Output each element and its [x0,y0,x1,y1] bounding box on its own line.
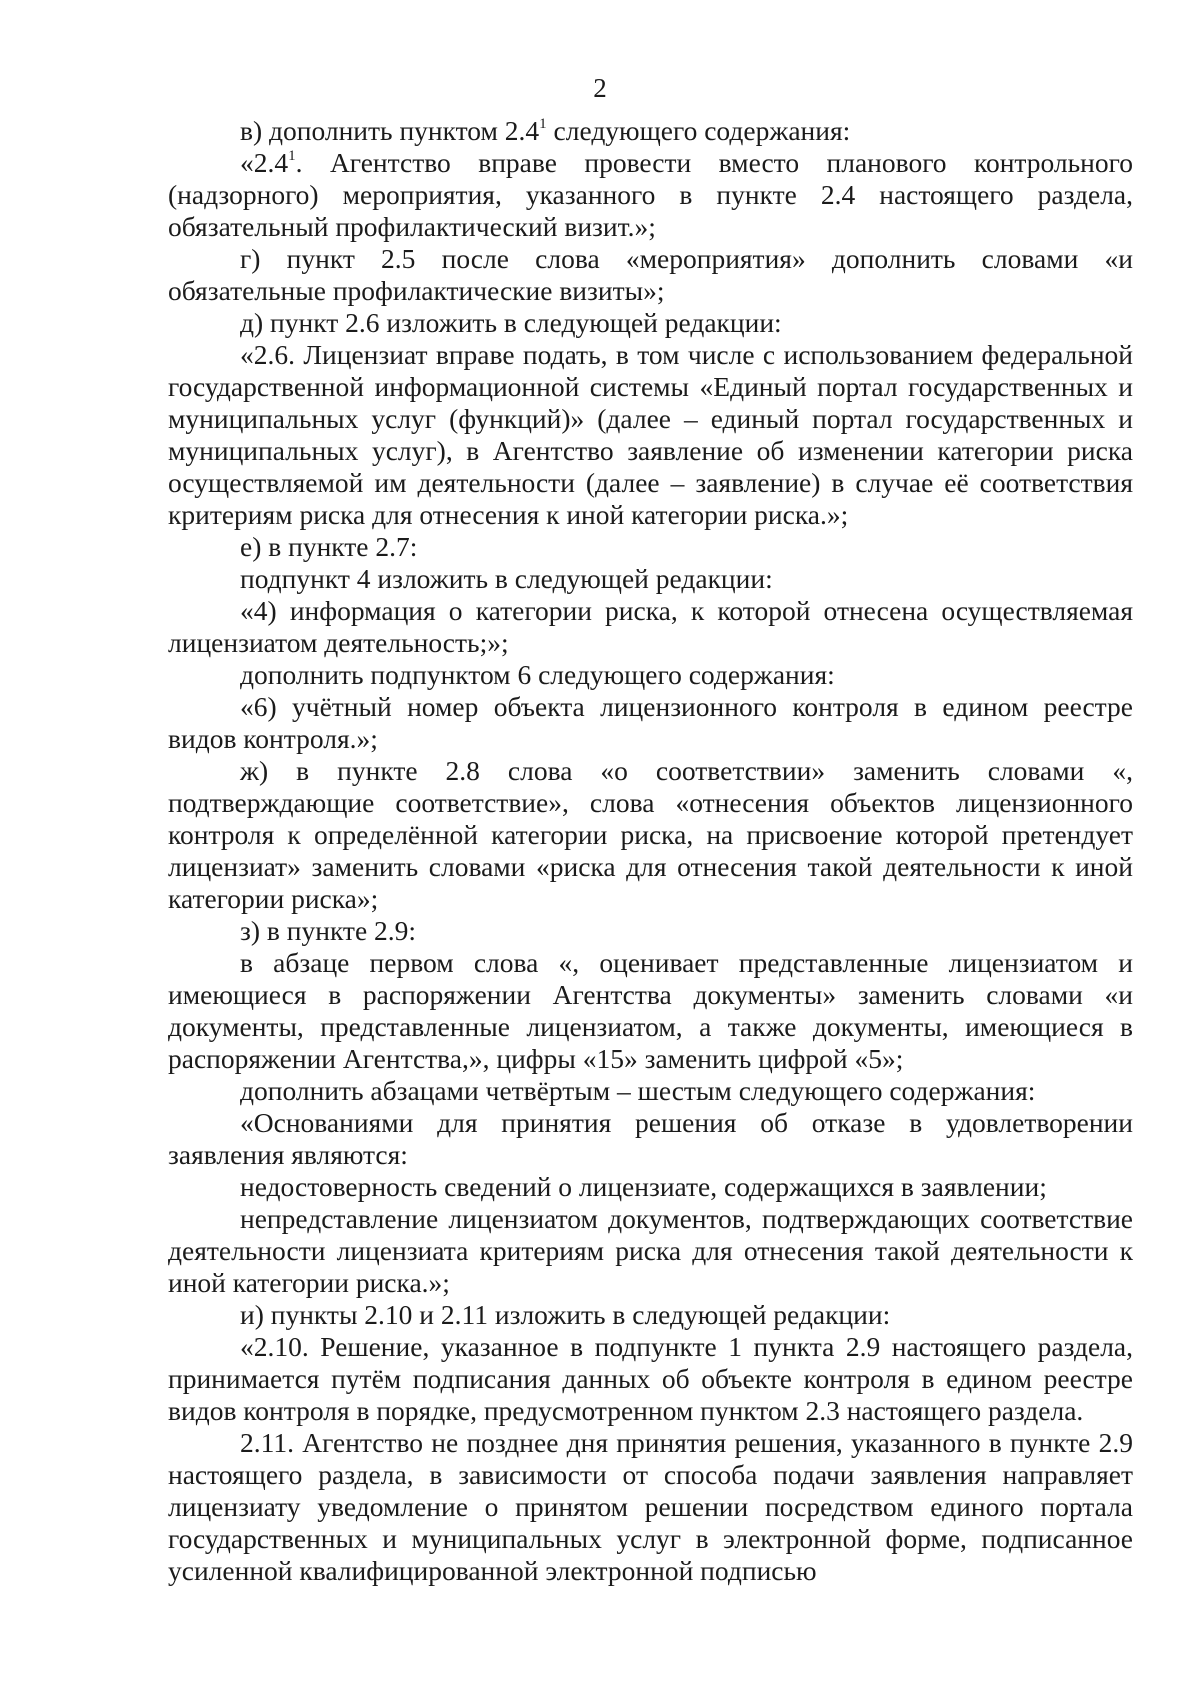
paragraph-quote-2-6: «2.6. Лицензиат вправе подать, в том числе с использованием федеральной государственной информационной системы «Единый портал государственных и муниципальных услуг (функций)» (далее – единый портал государственных и муниципальных услуг), в Агентство заявление об изменении категории риска осуществляемой им деятельности (далее – заявление) в случае её соответствия критериям риска для отнесения к иной категории риска.»; [168,339,1133,530]
paragraph-unreliability: недостоверность сведений о лицензиате, содержащихся в заявлении; [240,1171,1047,1202]
paragraph-item-v [168,115,1133,147]
paragraph-item-z: з) в пункте 2.9: [240,915,417,946]
paragraph-subitem-6: дополнить подпунктом 6 следующего содержания: [240,659,835,690]
paragraph-add-abzacs: дополнить абзацами четвёртым – шестым следующего содержания: [240,1075,1036,1106]
paragraph-item-g: г) пункт 2.5 после слова «мероприятия» дополнить словами «и обязательные профилактические визиты»; [168,243,1133,306]
paragraph-item-d: д) пункт 2.6 изложить в следующей редакции: [240,307,782,338]
page-number: 2 [593,73,607,103]
paragraph-quote-6: «6) учётный номер объекта лицензионного контроля в едином реестре видов контроля.»; [168,691,1133,754]
paragraph-quote-2-10: «2.10. Решение, указанное в подпункте 1 пункта 2.9 настоящего раздела, принимается путём подписания данных об объекте контроля в едином реестре видов контроля в порядке, предусмотренном пунктом 2.3 настоящего раздела. [168,1331,1133,1426]
paragraph-first-abzac: в абзаце первом слова «, оценивает представленные лицензиатом и имеющиеся в распоряжении Агентства документы» заменить словами «и документы, представленные лицензиатом, а также документы, имеющиеся в распоряжении Агентства,», цифры «15» заменить цифрой «5»; [168,947,1133,1074]
paragraph-quote-4: «4) информация о категории риска, к которой отнесена осуществляемая лицензиатом деятельность;»; [168,595,1133,658]
paragraph-text: . Агентство вправе провести вместо планового контрольного (надзорного) мероприятия, указанного в пункте 2.4 настоящего раздела, обязательный профилактический визит.»; [168,147,1133,242]
paragraph-text: «2.4 [240,147,289,178]
paragraph-item-i: и) пункты 2.10 и 2.11 изложить в следующей редакции: [240,1299,891,1330]
paragraph-2-11: 2.11. Агентство не позднее дня принятия решения, указанного в пункте 2.9 настоящего раздела, в зависимости от способа подачи заявления направляет лицензиату уведомление о принятом решении посредством единого портала государственных и муниципальных услуг в электронной форме, подписанное усиленной квалифицированной электронной подписью [168,1427,1133,1586]
paragraph-text: следующего содержания: [546,115,851,146]
document-body [168,115,1133,1587]
paragraph-item-e: е) в пункте 2.7: [240,531,418,562]
paragraph-quote-2-4-1 [168,147,1133,243]
superscript: 1 [288,148,296,164]
paragraph-grounds: «Основаниями для принятия решения об отказе в удовлетворении заявления являются: [168,1107,1133,1170]
paragraph-nonsubmission: непредставление лицензиатом документов, подтверждающих соответствие деятельности лицензиата критериям риска для отнесения такой деятельности к иной категории риска.»; [168,1203,1133,1298]
paragraph-item-zh: ж) в пункте 2.8 слова «о соответствии» заменить словами «, подтверждающие соответствие», слова «отнесения объектов лицензионного контроля к определённой категории риска, на присвоение которой претендует лицензиат» заменить словами «риска для отнесения такой деятельности к иной категории риска»; [168,755,1133,914]
superscript: 1 [539,116,547,132]
paragraph-text: в) дополнить пунктом 2.4 [240,115,540,146]
paragraph-subitem-4: подпункт 4 изложить в следующей редакции: [240,563,773,594]
